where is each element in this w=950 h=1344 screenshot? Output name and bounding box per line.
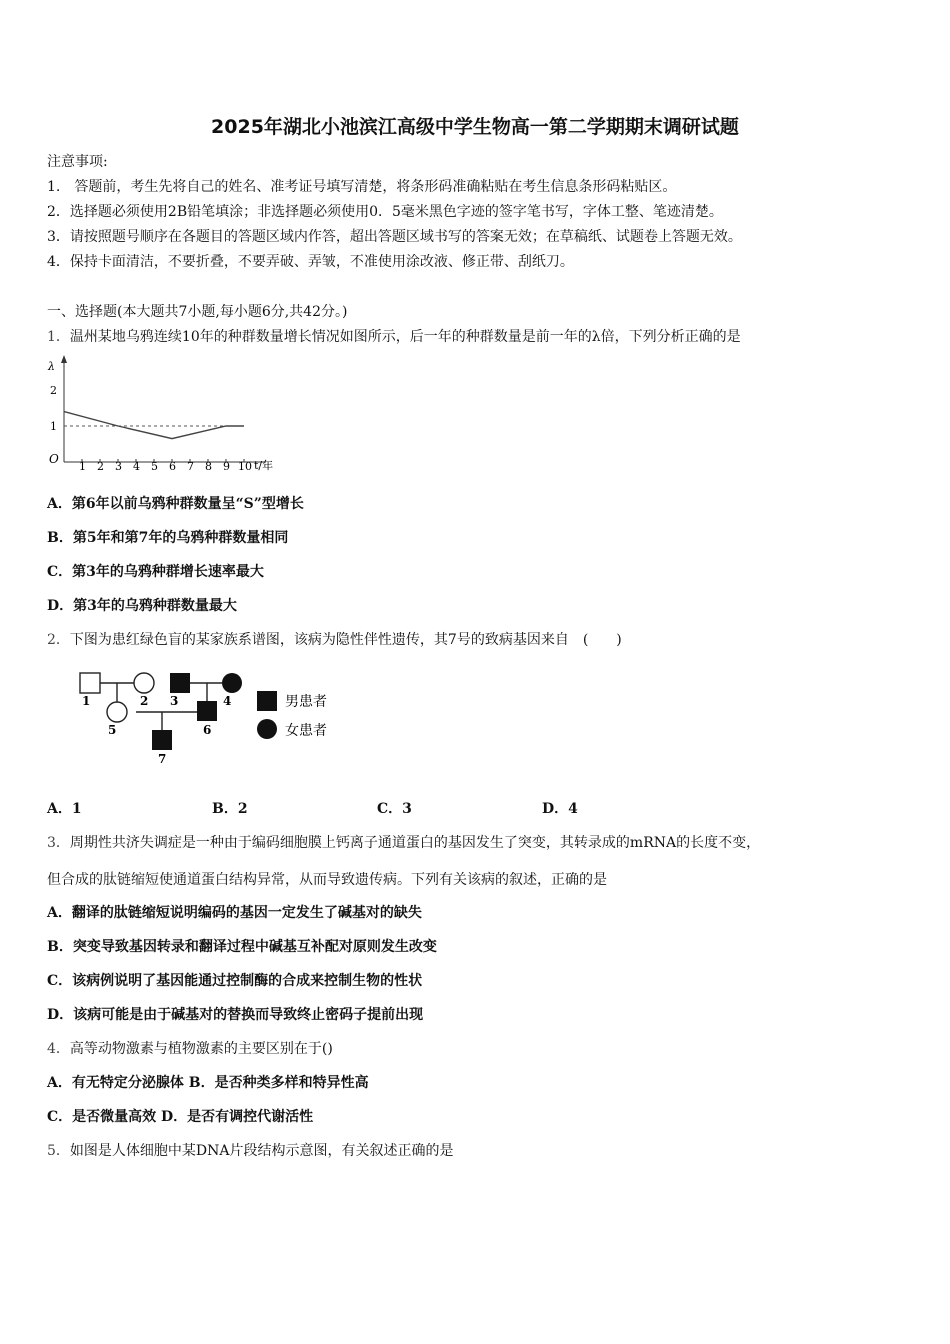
section-heading: 一、选择题(本大题共7小题,每小题6分,共42分。) (47, 304, 348, 320)
q3-option-d: D．该病可能是由于碱基对的替换而导致终止密码子提前出现 (47, 1007, 424, 1023)
y-axis-arrow (61, 355, 67, 363)
x-tick-label: 3 (115, 460, 122, 473)
question-number: 4． (47, 1041, 70, 1057)
legend-male-affected-symbol (257, 691, 277, 711)
q4-option-ab: A．有无特定分泌腺体 B．是否种类多样和特异性高 (47, 1075, 369, 1091)
question-3-stem (47, 833, 760, 853)
notice-heading: 注意事项: (47, 154, 108, 170)
question-2-stem (47, 630, 622, 650)
x-tick-label: 1 (79, 460, 86, 473)
x-tick-label: 5 (151, 460, 158, 473)
individual-7-affected-male (152, 730, 172, 750)
id-label: 6 (203, 723, 212, 737)
x-axis-label: t/年 (254, 459, 274, 472)
q1-option-d: D．第3年的乌鸦种群数量最大 (47, 598, 237, 614)
notice-item: 2．选择题必须使用2B铅笔填涂；非选择题必须使用0．5毫米黑色字迹的签字笔书写，字体工整、笔迹清楚。 (47, 204, 723, 220)
id-label: 7 (158, 752, 167, 766)
question-text: 下图为患红绿色盲的某家族系谱图，该病为隐性伴性遗传，其7号的致病基因来自 ( ) (69, 632, 622, 648)
q3-option-c: C．该病例说明了基因能通过控制酶的合成来控制生物的性状 (47, 973, 423, 989)
id-label: 3 (170, 694, 179, 708)
id-label: 1 (82, 694, 91, 708)
q2-option-d: D．4 (542, 801, 578, 817)
question-number: 3． (47, 835, 70, 851)
q4-option-cd: C．是否微量高效 D．是否有调控代谢活性 (47, 1109, 314, 1125)
x-tick-label: 2 (97, 460, 104, 473)
individual-3-affected-male (170, 673, 190, 693)
x-tick-label: 10 (238, 460, 252, 473)
individual-2-female (134, 673, 154, 693)
question-text: 高等动物激素与植物激素的主要区别在于() (69, 1041, 333, 1057)
question-3-stem-cont: 但合成的肽链缩短使通道蛋白结构异常，从而导致遗传病。下列有关该病的叙述，正确的是 (47, 872, 607, 888)
legend-female-affected-symbol (257, 719, 277, 739)
y-tick-label: 2 (50, 384, 57, 397)
q2-option-a: A．1 (47, 801, 82, 817)
question-number: 5． (47, 1143, 70, 1159)
x-tick-label: 4 (133, 460, 140, 473)
id-label: 2 (140, 694, 149, 708)
q1-option-b: B．第5年和第7年的乌鸦种群数量相同 (47, 530, 289, 546)
x-tick-label: 6 (169, 460, 176, 473)
q2-option-c: C．3 (377, 801, 412, 817)
question-text: 周期性共济失调症是一种由于编码细胞膜上钙离子通道蛋白的基因发生了突变，其转录成的mRNA的长度不变， (69, 835, 761, 851)
x-tick-label: 7 (187, 460, 194, 473)
question-text: 温州某地乌鸦连续10年的种群数量增长情况如图所示，后一年的种群数量是前一年的λ倍，下列分析正确的是 (69, 329, 741, 345)
q2-option-b: B．2 (212, 801, 248, 817)
y-axis-label: λ (48, 360, 55, 373)
q1-option-a: A．第6年以前乌鸦种群数量呈“S”型增长 (47, 496, 304, 512)
question-1-stem (47, 327, 741, 347)
notice-item: 4．保持卡面清洁，不要折叠，不要弄破、弄皱，不准使用涂改液、修正带、刮纸刀。 (47, 254, 574, 270)
question-5-stem (47, 1141, 454, 1161)
id-label: 5 (108, 723, 117, 737)
individual-6-affected-male (197, 701, 217, 721)
y-tick-label: 1 (50, 420, 57, 433)
question-4-stem (47, 1039, 333, 1059)
individual-4-affected-female (222, 673, 242, 693)
q3-option-b: B．突变导致基因转录和翻译过程中碱基互补配对原则发生改变 (47, 939, 437, 955)
x-tick-label: 8 (205, 460, 212, 473)
id-label: 4 (223, 694, 232, 708)
q3-option-a: A．翻译的肽链缩短说明编码的基因一定发生了碱基对的缺失 (47, 905, 422, 921)
notice-item: 3．请按照题号顺序在各题目的答题区域内作答，超出答题区域书写的答案无效；在草稿纸、试题卷上答题无效。 (47, 229, 742, 245)
x-tick-label: 9 (223, 460, 230, 473)
individual-1-male (80, 673, 100, 693)
q1-option-c: C．第3年的乌鸦种群增长速率最大 (47, 564, 264, 580)
individual-5-female (107, 702, 127, 722)
series-line-lambda (64, 412, 244, 439)
exam-title: 2025年湖北小池滨江高级中学生物高一第二学期期末调研试题 (211, 116, 739, 138)
question-number: 2． (47, 632, 70, 648)
origin-label: O (49, 452, 59, 466)
pedigree-diagram (60, 665, 360, 770)
legend-female-label: 女患者 (285, 723, 327, 739)
notice-item: 1. 答题前，考生先将自己的姓名、准考证号填写清楚，将条形码准确粘贴在考生信息条形码粘贴区。 (47, 179, 677, 195)
question-text: 如图是人体细胞中某DNA片段结构示意图，有关叙述正确的是 (69, 1143, 454, 1159)
lambda-line-chart (44, 350, 284, 475)
question-number: 1． (47, 329, 70, 345)
legend-male-label: 男患者 (285, 694, 327, 710)
